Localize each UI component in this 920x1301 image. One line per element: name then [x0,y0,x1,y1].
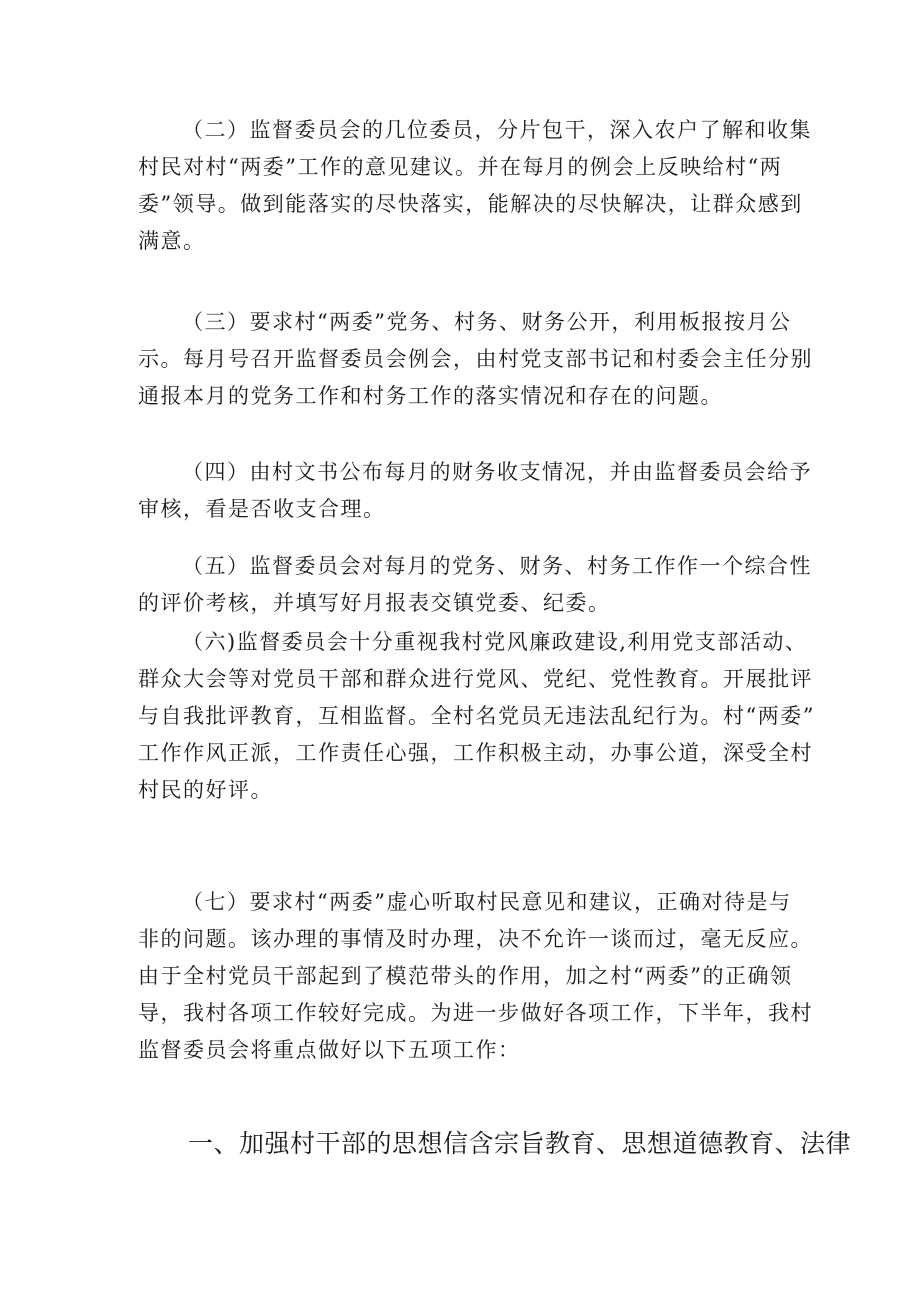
paragraph-4 [138,454,812,528]
text-line: 委”领导。做到能落实的尽快落实，能解决的尽快解决，让群众感到 [138,192,803,216]
text-line: 群众大会等对党员干部和群众进行党风、党纪、党性教育。开展批评 [138,667,813,691]
text-line: 审核，看是否收支合理。 [138,497,386,521]
paragraph-6 [138,624,815,809]
text-line: （二）监督委员会的几位委员，分片包干，深入农户了解和收集 [182,118,812,142]
text-line: （七）要求村“两委”虚心听取村民意见和建议，正确对待是与 [182,890,792,914]
text-line: 示。每月号召开监督委员会例会，由村党支部书记和村委会主任分别 [138,347,813,371]
paragraph-3 [138,304,813,415]
text-line: 村民对村“两委”工作的意见建议。并在每月的例会上反映给村“两 [138,155,783,179]
paragraph-2 [138,112,812,260]
text-line: 导，我村各项工作较好完成。为进一步做好各项工作，下半年，我村 [138,1001,813,1025]
text-line: （四）由村文书公布每月的财务收支情况，并由监督委员会给予 [182,460,812,484]
text-line: 满意。 [138,229,206,253]
text-line: 与自我批评教育，互相监督。全村名党员无违法乱纪行为。村“两委” [138,704,815,728]
text-line: 村民的好评。 [138,778,273,802]
text-line: （六)监督委员会十分重视我村党风廉政建设,利用党支部活动、 [182,630,808,654]
text-line: （三）要求村“两委”党务、村务、财务公开，利用板报按月公 [182,310,792,334]
section-heading: 一、加强村干部的思想信含宗旨教育、思想道德教育、法律 [188,1129,852,1158]
paragraph-5 [138,548,812,622]
text-line: 通报本月的党务工作和村务工作的落实情况和存在的问题。 [138,384,723,408]
text-line: 监督委员会将重点做好以下五项工作： [138,1038,521,1062]
text-line: 工作作风正派，工作责任心强，工作积极主动，办事公道，深受全村 [138,741,813,765]
text-line: 的评价考核，并填写好月报表交镇党委、纪委。 [138,591,611,615]
text-line: 非的问题。该办理的事情及时办理，决不允许一谈而过，毫无反应。 [138,927,813,951]
paragraph-7 [138,884,813,1069]
text-line: （五）监督委员会对每月的党务、财务、村务工作作一个综合性 [182,554,812,578]
text-line: 由于全村党员干部起到了模范带头的作用，加之村“两委”的正确领 [138,964,793,988]
